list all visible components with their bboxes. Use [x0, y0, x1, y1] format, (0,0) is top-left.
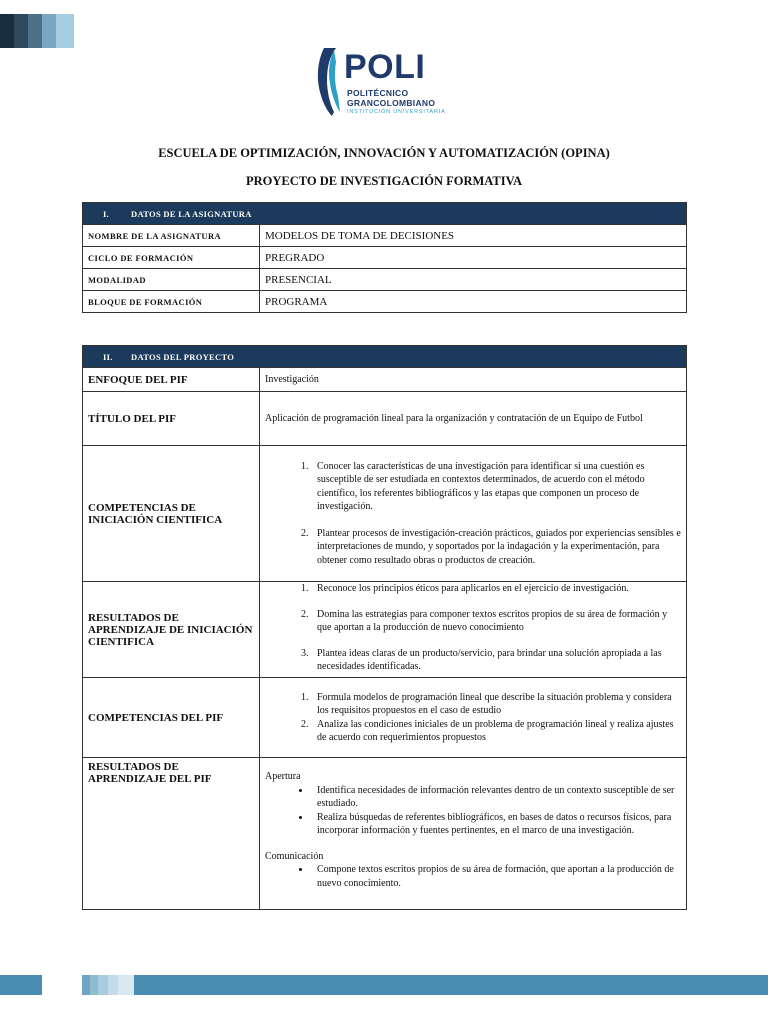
competencias-iniciacion-value — [260, 446, 687, 582]
poli-logo — [312, 44, 452, 120]
table-row — [83, 269, 687, 291]
list-item: • Realiza búsquedas de referentes bibliográficos, en bases de datos o recursos físicos, para incorporar información y fuentes pertinentes, en el marco de una investigación. — [311, 811, 681, 838]
list-item: 1. Reconoce los principios éticos para aplicarlos en el ejercicio de investigación. — [311, 582, 681, 596]
section-1-number: I. — [103, 208, 110, 219]
table-row — [83, 678, 687, 758]
table-row — [83, 225, 687, 247]
logo-line-2: GRANCOLOMBIANO — [347, 98, 436, 108]
footer-bar — [82, 975, 768, 995]
list-item: 3. Plantea ideas claras de un producto/servicio, para brindar una solución apropiada a las necesidades identificadas. — [311, 647, 681, 674]
section-1-header — [83, 203, 687, 225]
school-heading: ESCUELA DE OPTIMIZACIÓN, INNOVACIÓN Y AUTOMATIZACIÓN (OPINA) — [158, 146, 610, 160]
row-label: NOMBRE DE LA ASIGNATURA — [83, 225, 260, 247]
comunicacion-title: Comunicación — [265, 850, 324, 862]
table-row — [83, 247, 687, 269]
project-heading: PROYECTO DE INVESTIGACIÓN FORMATIVA — [245, 174, 523, 188]
section-2-header — [83, 346, 687, 368]
row-label: MODALIDAD — [83, 269, 260, 291]
table-row — [83, 392, 687, 446]
project-data-table — [82, 345, 687, 910]
enfoque-label: ENFOQUE DEL PIF — [83, 368, 260, 392]
subject-data-table — [82, 202, 687, 313]
logo-line-3: INSTITUCIÓN UNIVERSITARIA — [347, 109, 446, 115]
competencias-iniciacion-label: COMPETENCIAS DE INICIACIÓN CIENTIFICA — [83, 446, 260, 582]
section-2-title: DATOS DEL PROYECTO — [131, 351, 235, 362]
resultados-iniciacion-list — [311, 582, 681, 674]
titulo-value: Aplicación de programación lineal para la organización y contratación de un Equipo de Futbol — [260, 392, 687, 446]
section-1-title: DATOS DE LA ASIGNATURA — [131, 208, 252, 219]
enfoque-value: Investigación — [260, 368, 687, 392]
row-value: PRESENCIAL — [260, 269, 687, 291]
competencias-pif-list — [311, 691, 681, 745]
list-item: • Compone textos escritos propios de su área de formación, que aportan a la producción de nuevo conocimiento. — [311, 863, 681, 890]
list-item: 2. Domina las estrategias para componer textos escritos propios de su área de formación y que aportan a la producción de nuevo conocimiento — [311, 608, 681, 635]
row-label: CICLO DE FORMACIÓN — [83, 247, 260, 269]
row-value: PREGRADO — [260, 247, 687, 269]
table-row — [83, 368, 687, 392]
table-row — [83, 291, 687, 313]
table-row — [83, 582, 687, 678]
resultados-iniciacion-value — [260, 582, 687, 678]
comunicacion-list — [311, 863, 681, 890]
competencias-iniciacion-list — [311, 460, 681, 568]
list-item: • Identifica necesidades de información relevantes dentro de un contexto susceptible de ser estudiado. — [311, 784, 681, 811]
apertura-title: Apertura — [265, 771, 301, 782]
footer-bar-left — [0, 975, 42, 995]
competencias-pif-label: COMPETENCIAS DEL PIF — [83, 678, 260, 758]
list-item: 1. Conocer las características de una investigación para identificar si una cuestión es susceptible de ser estudiada en contextos determinados, de acuerdo con el método científico, los referentes bibliográficos y las etapas que componen un proceso de investigación. — [311, 460, 681, 514]
table-row — [83, 758, 687, 910]
row-value: PROGRAMA — [260, 291, 687, 313]
list-item: 1. Formula modelos de programación lineal que describe la situación problema y considera los requisitos propuestos en el caso de estudio — [311, 691, 681, 718]
competencias-pif-value — [260, 678, 687, 758]
section-2-number: II. — [103, 351, 113, 362]
row-value: MODELOS DE TOMA DE DECISIONES — [260, 225, 687, 247]
poli-logo-mark — [316, 46, 342, 118]
list-item: 2. Plantear procesos de investigación-creación prácticos, guiados por experiencias sensibles e interpretaciones de mundo, y soportados por la indagación y la experimentación, para obtener como resultado obras o productos de creación. — [311, 527, 681, 568]
resultados-iniciacion-label: RESULTADOS DE APRENDIZAJE DE INICIACIÓN CIENTIFICA — [83, 582, 260, 678]
resultados-pif-label: RESULTADOS DE APRENDIZAJE DEL PIF — [83, 758, 260, 910]
apertura-list — [311, 784, 681, 838]
logo-wordmark: POLI — [344, 48, 426, 86]
titulo-label: TÍTULO DEL PIF — [83, 392, 260, 446]
corner-decoration — [0, 14, 74, 48]
table-row — [83, 446, 687, 582]
resultados-pif-value — [260, 758, 687, 910]
logo-line-1: POLITÉCNICO — [347, 88, 409, 98]
list-item: 2. Analiza las condiciones iniciales de un problema de programación lineal y realiza ajustes de acuerdo con requerimientos propuestos — [311, 718, 681, 745]
row-label: BLOQUE DE FORMACIÓN — [83, 291, 260, 313]
